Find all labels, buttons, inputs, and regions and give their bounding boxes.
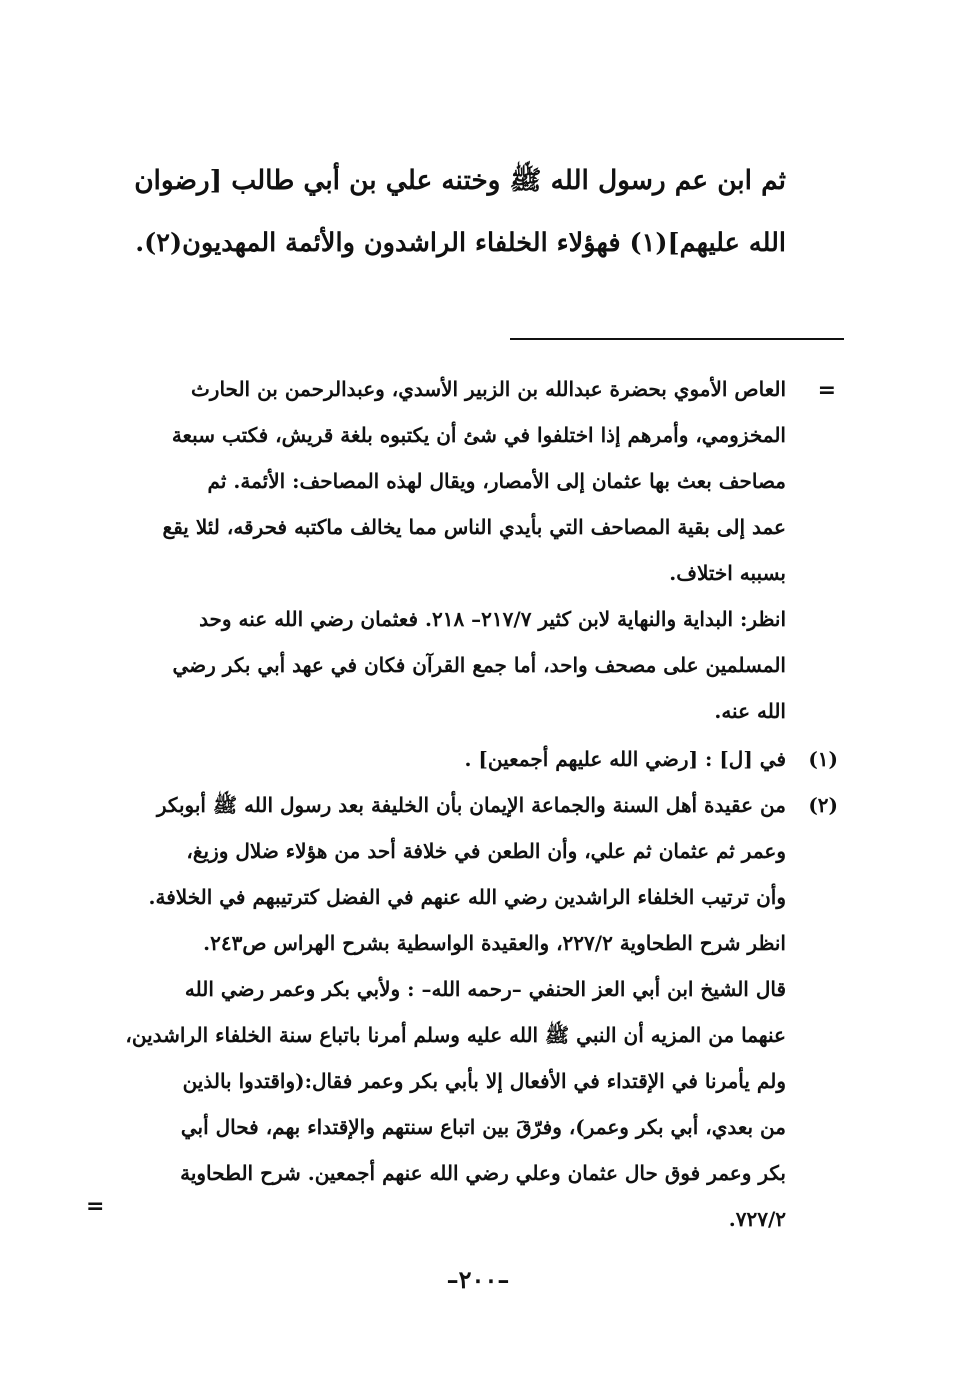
footnote-number: (١) <box>808 747 838 771</box>
footnote-continuation-end-mark: = <box>86 1194 105 1219</box>
footnote-line: في [ل] : [رضي الله عليهم أجمعين] . <box>464 747 786 771</box>
footnote-continued-block <box>163 366 786 734</box>
footnote-continuation-mark: = <box>817 378 836 403</box>
footnote-line: قال الشيخ ابن أبي العز الحنفي –رحمه الله– : ولأبي بكر وعمر رضي الله <box>184 977 786 1001</box>
footnote-line: المسلمين على مصحف واحد، أما جمع القرآن فكان في عهد أبي بكر رضي <box>172 653 786 677</box>
main-text-line: الله عليهم](١) فهؤلاء الخلفاء الراشدون والأئمة المهديون(٢). <box>135 228 786 258</box>
footnote-line: عمد إلى بقية المصاحف التي بأيدي الناس مما يخالف ماكتبه فحرقه، لئلا يقع <box>162 515 786 539</box>
footnote-line: من عقيدة أهل السنة والجماعة الإيمان بأن الخليفة بعد رسول الله ﷺ أبوبكر <box>156 793 786 817</box>
footnote-1 <box>464 736 786 782</box>
footnote-line: من بعدي، أبي بكر وعمر)، وفرّقَ بين اتباع سنتهم والإقتداء بهم، فحال أبي <box>180 1115 786 1139</box>
footnote-line: ٧٢٧/٢. <box>728 1207 786 1231</box>
footnote-line: بكر وعمر فوق حال عثمان وعلي رضي الله عنهم أجمعين. شرح الطحاوية <box>180 1161 786 1185</box>
footnote-line: وعمر ثم عثمان ثم علي، وأن الطعن في خلافة أحد من هؤلاء ضلال وزيغ، <box>186 839 786 863</box>
footnote-line: ولم يأمرنا في الإقتداء في الأفعال إلا بأبي بكر وعمر فقال:(واقتدوا بالذين <box>182 1069 786 1093</box>
footnote-line: المخزومي، وأمرهم إذا اختلفوا في شئ أن يكتبوه بلغة قريش، فكتب سبعة <box>171 423 786 447</box>
footnote-number: (٢) <box>808 793 838 817</box>
footnote-line: مصاحف بعث بها عثمان إلى الأمصار، ويقال لهذه المصاحف: الأئمة. ثم <box>207 469 786 493</box>
footnote-line: وأن ترتيب الخلفاء الراشدين رضي الله عنهم في الفضل كترتيبهم في الخلافة. <box>148 885 786 909</box>
footnote-line: عنهما من المزيه أن النبي ﷺ الله عليه وسلم أمرنا باتباع سنة الخلفاء الراشدين، <box>125 1023 786 1047</box>
footnote-2 <box>125 782 786 1242</box>
footnote-line: بسببه اختلاف. <box>669 561 786 585</box>
page-number: –٢٠٠– <box>446 1265 510 1294</box>
footnote-line: الله عنه. <box>714 699 786 723</box>
main-text-block <box>121 150 786 274</box>
main-text-line: ثم ابن عم رسول الله ﷺ وختنه علي بن أبي طالب [رضوان <box>134 165 786 196</box>
footnote-line: انظر شرح الطحاوية ٢٢٧/٢، والعقيدة الواسطية بشرح الهراس ص٢٤٣. <box>203 931 786 955</box>
footnote-separator <box>510 338 844 340</box>
footnote-line: العاص الأموي بحضرة عبدالله بن الزبير الأسدي، وعبدالرحمن بن الحارث <box>190 377 786 401</box>
footnote-line: انظر: البداية والنهاية لابن كثير ٢١٧/٧– ٢١٨. فعثمان رضي الله عنه وحد <box>199 607 786 631</box>
